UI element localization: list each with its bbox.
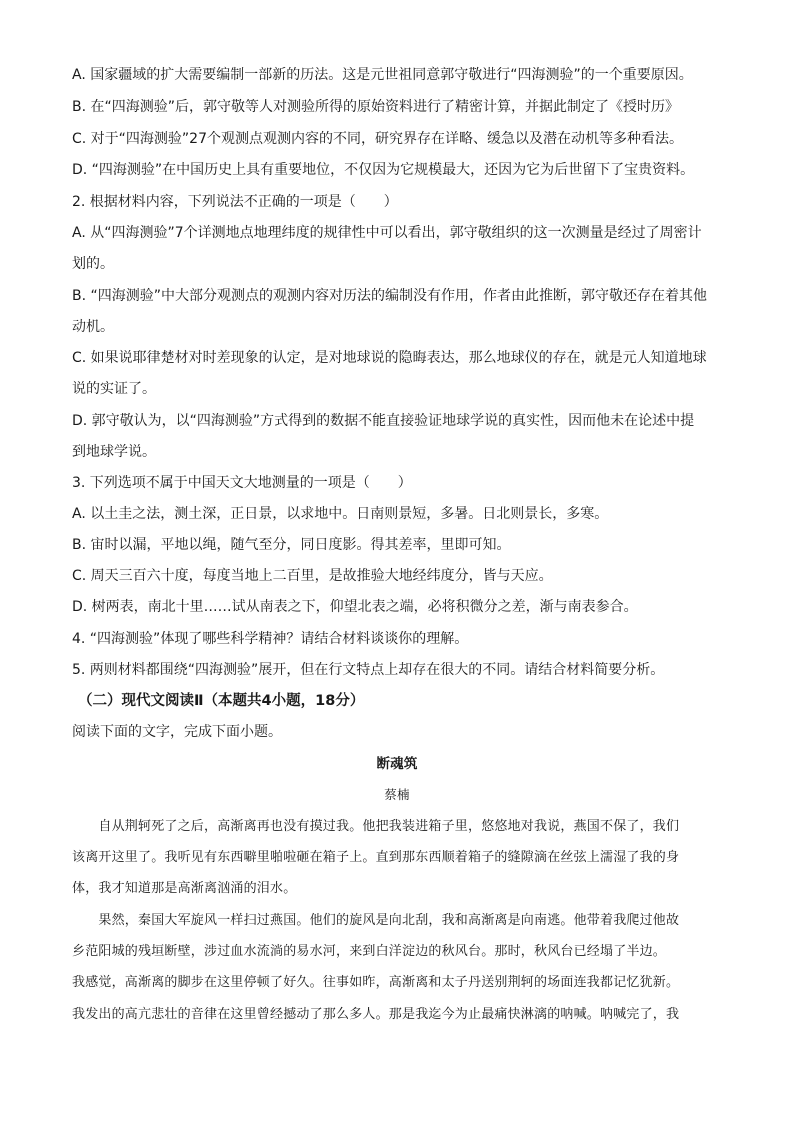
q2-option-a-line2: 划的。 [72,256,114,272]
q2-stem: 2. 根据材料内容，下列说法不正确的一项是（ ） [72,194,398,210]
q4-stem: 4. “四海测验”体现了哪些科学精神？请结合材料谈谈你的理解。 [72,631,469,647]
q2-option-d-line1: D. 郭守敬认为，以“四海测验”方式得到的数据不能直接验证地球学说的真实性，因而他未在论述中提 [72,413,695,429]
q3-option-d: D. 树两表，南北十里……试从南表之下，仰望北表之端，必将积微分之差，渐与南表参合。 [72,599,638,615]
story-paragraph-line: 该离开这里了。我听见有东西噼里啪啦砸在箱子上。直到那东西顺着箱子的缝隙滴在丝弦上濡湿了我的身 [72,850,680,865]
story-author: 蔡楠 [384,787,410,802]
story-paragraph-line: 乡范阳城的残垣断壁，涉过血水流淌的易水河，来到白洋淀边的秋风台。那时，秋风台已经塌了半边。 [72,944,667,959]
story-paragraph-line: 自从荆轲死了之后，高渐离再也没有摸过我。他把我装进箱子里，悠悠地对我说，燕国不保了，我们 [72,819,680,834]
section-instruction: 阅读下面的文字，完成下面小题。 [72,724,282,740]
section-heading: （二）现代文阅读Ⅱ（本题共4小题，18分） [78,693,365,709]
q3-option-a: A. 以土圭之法，测土深，正日景，以求地中。日南则景短，多暑。日北则景长，多寒。 [72,506,609,522]
q1-option-c: C. 对于“四海测验”27个观测点观测内容的不同，研究界存在详略、缓急以及潜在动机等多种看法。 [72,131,683,147]
story-paragraph-line: 我发出的高亢悲壮的音律在这里曾经撼动了那么多人。那是我迄今为止最痛快淋漓的呐喊。呐喊完了，我 [72,1007,680,1022]
q1-option-d: D. “四海测验”在中国历史上具有重要地位，不仅因为它规模最大，还因为它为后世留下了宝贵资料。 [72,162,695,178]
q2-option-a-line1: A. 从“四海测验”7个详测地点地理纬度的规律性中可以看出，郭守敬组织的这一次测量是经过了周密计 [72,225,702,241]
q3-option-b: B. 宙时以漏，平地以绳，随气至分，同日度影。得其差率，里即可知。 [72,537,511,553]
story-paragraph-line: 我感觉，高渐离的脚步在这里停顿了好久。往事如昨，高渐离和太子丹送别荆轲的场面连我都记忆犹新。 [72,975,680,990]
q2-option-d-line2: 到地球学说。 [72,444,156,460]
q1-option-a: A. 国家疆域的扩大需要编制一部新的历法。这是元世祖同意郭守敬进行“四海测验”的一个重要原因。 [72,67,693,83]
q3-option-c: C. 周天三百六十度，每度当地上二百里，是故推验大地经纬度分，皆与天应。 [72,568,553,584]
q2-option-b-line1: B. “四海测验”中大部分观测点的观测内容对历法的编制没有作用，作者由此推断，郭守敬还存在着其他 [72,288,708,304]
story-paragraph-line: 体，我才知道那是高渐离汹涌的泪水。 [72,881,297,896]
story-title: 断魂筑 [376,756,418,772]
q1-option-b: B. 在“四海测验”后，郭守敬等人对测验所得的原始资料进行了精密计算，并据此制定了《授时历》 [72,99,680,115]
q5-stem: 5. 两则材料都围绕“四海测验”展开，但在行文特点上却存在很大的不同。请结合材料简要分析。 [72,662,665,678]
q2-option-c-line2: 说的实证了。 [72,381,156,397]
q2-option-b-line2: 动机。 [72,319,114,335]
story-paragraph-line: 果然，秦国大军旋风一样扫过燕国。他们的旋风是向北刮，我和高渐离是向南逃。他带着我爬过他故 [72,913,680,928]
q3-stem: 3. 下列选项不属于中国天文大地测量的一项是（ ） [72,475,412,491]
q2-option-c-line1: C. 如果说耶律楚材对时差现象的认定，是对地球说的隐晦表达，那么地球仪的存在，就是元人知道地球 [72,350,707,366]
